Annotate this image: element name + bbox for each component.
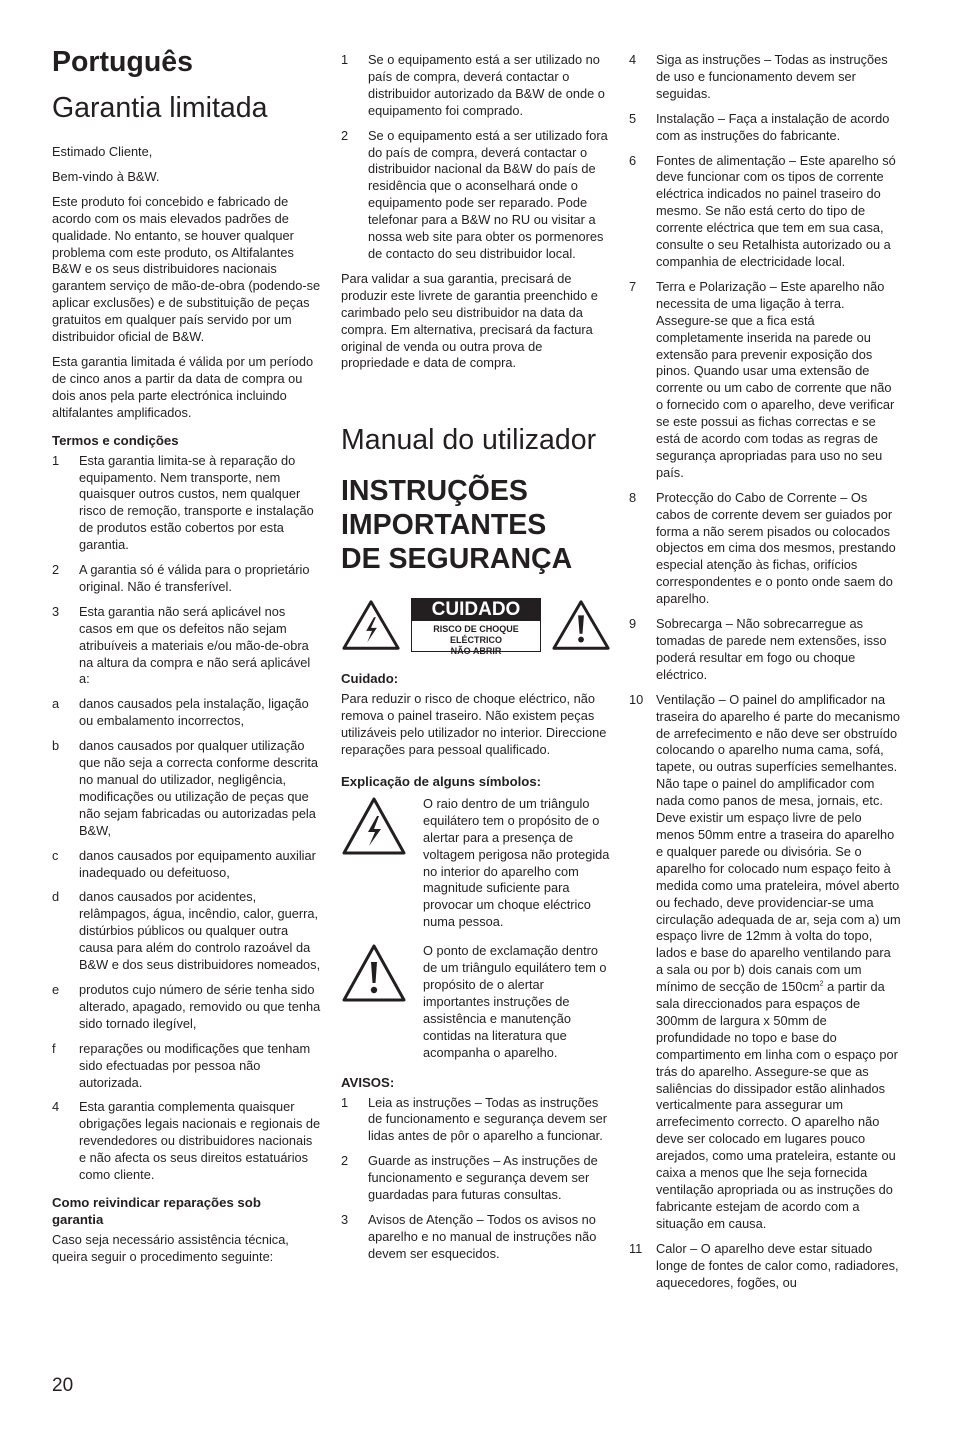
list-item: 6 Fontes de alimentação – Este aparelho só deve funcionar com os tipos de corrente eléctrica indicados no painel traseiro do mesmo. Se não está certo do tipo de corrente eléctrica que tem em sua casa, consulte o seu Retalhista autorizado ou a companhia de electricidade local.	[629, 152, 896, 269]
symbol-lightning-row	[341, 796, 611, 931]
claim-paragraph: Caso seja necessário assistência técnica, queira seguir o procedimento seguinte:	[52, 1231, 289, 1264]
caution-heading: Cuidado:	[341, 671, 399, 687]
validate-paragraph: Para validar a sua garantia, precisará de produzir este livrete de garantia preenchido e carimbado pelo seu distribuidor na data da compra. Em alternativa, precisará da factura original de venda ou outra prova de propriedade e data de compra.	[341, 270, 598, 371]
list-item: 9 Sobrecarga – Não sobrecarregue as tomadas de parede nem extensões, isso poderá resultar em fogo ou choque eléctrico.	[629, 616, 887, 682]
language-title: Português	[52, 46, 193, 78]
symbol-exclamation-text: O ponto de exclamação dentro de um triângulo equilátero tem o propósito de o alertar importantes instruções de assistência e manutenção contidas na literatura que acompanha o aparelho.	[423, 943, 607, 1060]
list-item: 4 Esta garantia complementa quaisquer obrigações legais nacionais e regionais de revendedores ou distribuidores nacionais e não afecta os seus direitos estatuários como cliente.	[52, 1099, 321, 1183]
list-item: 4 Siga as instruções – Todas as instruções de uso e funcionamento devem ser seguidas.	[629, 52, 888, 101]
claim-steps-list	[341, 52, 611, 263]
column-2	[341, 44, 611, 1271]
symbol-lightning-text: O raio dentro de um triângulo equilátero tem o propósito de o alertar para a presença de voltagem perigosa não protegida no interior do aparelho com magnitude suficiente para provocar um choque eléctrico numa pessoa.	[423, 795, 610, 930]
warranty-heading: Garantia limitada	[52, 92, 268, 124]
list-item: 2 Guarde as instruções – As instruções de funcionamento e segurança devem ser guardadas para futuras consultas.	[341, 1153, 598, 1203]
caution-paragraph: Para reduzir o risco de choque eléctrico, não remova o painel traseiro. Não existem peças utilizáveis pelo utilizador no interior. Direccione reparações para pessoal qualificado.	[341, 691, 607, 758]
column-3	[629, 44, 901, 1299]
page-number: 20	[52, 1375, 74, 1396]
list-item: a danos causados pela instalação, ligação ou embalamento incorrectos,	[52, 696, 309, 729]
list-item: b danos causados por qualquer utilização que não seja a correcta conforme descrita no manual do utilizador, negligência, modificações ou utilização de peças que não sejam fabricadas ou autorizadas pela B&W,	[52, 738, 319, 838]
caution-label-line-2: NÃO ABRIR	[450, 646, 502, 657]
list-item: f reparações ou modificações que tenham sido efectuadas por pessoa não autorizada.	[52, 1040, 311, 1090]
warranty-period-paragraph: Esta garantia limitada é válida por um período de cinco anos a partir da data de compra ou dois anos pela parte electrónica incluindo altifalantes amplificados.	[52, 353, 314, 420]
list-item: 8 Protecção do Cabo de Corrente – Os cabos de corrente devem ser guiados por forma a não serem pisados ou colocados objectos em cima dos mesmos, prestando especial atenção às fichas, orifícios correspondentes e o ponto onde saem do aparelho.	[629, 489, 896, 607]
column-1	[52, 44, 322, 1266]
exclamation-warning-icon	[551, 598, 611, 652]
caution-label	[411, 598, 541, 657]
list-item: 11 Calor – O aparelho deve estar situado longe de fontes de calor como, radiadores, aquecedores, fogões, ou	[629, 1240, 899, 1290]
symbols-heading: Explicação de alguns símbolos:	[341, 773, 542, 789]
caution-label-line-1: RISCO DE CHOQUE ELÉCTRICO	[433, 624, 519, 646]
list-item: 3 Esta garantia não será aplicável nos casos em que os defeitos não sejam atribuíveis a materiais e/ou mão-de-obra na altura da compra e não será aplicável a:	[52, 603, 311, 687]
caution-banner	[341, 598, 611, 657]
safety-list	[629, 52, 901, 1291]
exclamation-warning-icon	[341, 943, 407, 1003]
greeting-2: Bem-vindo à B&W.	[52, 168, 160, 184]
greeting-1: Estimado Cliente,	[52, 144, 153, 159]
list-item: 1 Leia as instruções – Todas as instruções de funcionamento e segurança devem ser lidas antes de pôr o aparelho a funcionar.	[341, 1094, 608, 1144]
lightning-warning-icon	[341, 796, 407, 856]
manual-heading: Manual do utilizador	[341, 424, 597, 457]
terms-heading: Termos e condições	[52, 432, 179, 448]
list-item: 10 Ventilação – O painel do amplificador na traseira do aparelho é parte do mecanismo de arrefecimento e não deve ser obstruído colocando o aparelho numa cama, sofá, tapete, ou outras superfícies semelhantes. Não tape o painel do amplificador com nada como panos de mesa, jornais, etc. Deve existir um espaço livre de pelo menos 50mm entre a traseira do aparelho e qualquer parede ou divisória. Se o aparelho for colocado num espaço feito à medida como uma prateleira, móvel aberto ou fechado, deve providenciar-se uma circulação adequada de ar, seja com a) um espaço livre de 12mm à volta do topo, lados e base do aparelho ventilando para a sala ou por b) dois canais com um mínimo de secção de $150cm^2$ a partir da sala direccionados para espaços de 300mm de largura x 50mm de profundidade no topo e base do compartimento em linha com o espaço por trás do aparelho. Assegure-se que as saliências do dissipador estão alinhados verticalmente para assegurar um arrefecimento correcto. O aparelho não deve ser colocado em lugares pouco arejados, como uma prateleira, estante ou caixa a menos que lhe seja fornecida ventilação apropriada ou as instruções do fabricante estejam de acordo com a situação em causa.	[629, 691, 901, 1231]
list-item: 1 Se o equipamento está a ser utilizado no país de compra, deverá contactar o distribuidor autorizado da B&W de onde o equipamento foi comprado.	[341, 52, 605, 118]
warnings-list	[341, 1095, 611, 1263]
intro-paragraph: Este produto foi concebido e fabricado de acordo com os mais elevados padrões de qualidade. No entanto, se houver qualquer problema com este produto, os Altifalantes B&W e os seus distribuidores nacionais garantem serviço de mão-de-obra (podendo-se aplicar exclusões) e de substituição de peças gratuitos em qualquer país servido por um distribuidor oficial de B&W.	[52, 193, 321, 345]
list-item: 2 A garantia só é válida para o proprietário original. Não é transferível.	[52, 562, 310, 594]
list-item: 5 Instalação – Faça a instalação de acordo com as instruções do fabricante.	[629, 110, 890, 143]
list-item: 2 Se o equipamento está a ser utilizado fora do país de compra, deverá contactar o distribuidor nacional da B&W do país de residência que o aconselhará onde o equipamento pode ser reparado. Pode telefonar para a B&W no RU ou visitar a nossa web site para obter os pormenores de contacto do seu distribuidor local.	[341, 127, 608, 261]
caution-label-title: CUIDADO	[412, 599, 540, 621]
list-item: 1 Esta garantia limita-se à reparação do equipamento. Nem transporte, nem quaisquer outros custos, nem qualquer risco de remoção, transporte e instalação de produtos estão cobertos por esta garantia.	[52, 452, 314, 553]
claim-heading: Como reivindicar reparações sob garantia	[52, 1194, 261, 1227]
symbol-exclamation-row	[341, 943, 611, 1061]
list-item: c danos causados por equipamento auxiliar inadequado ou defeituoso,	[52, 847, 316, 880]
list-item: d danos causados por acidentes, relâmpagos, água, incêndio, calor, guerra, distúrbios públicos ou qualquer outra causa para além do controlo razoável da B&W e dos seus distribuidores nomeados,	[52, 889, 321, 973]
lightning-warning-icon	[341, 598, 401, 652]
list-item: e produtos cujo número de série tenha sido alterado, apagado, removido ou que tenha sido tornado ilegível,	[52, 981, 321, 1031]
terms-list	[52, 453, 322, 1184]
warnings-heading: AVISOS:	[341, 1074, 395, 1090]
safety-heading: INSTRUÇÕES IMPORTANTES DE SEGURANÇA	[341, 475, 573, 576]
list-item: 7 Terra e Polarização – Este aparelho não necessita de uma ligação à terra. Assegure-se que a fica está completamente inserida na parede ou extensão para prevenir exposição dos pinos. Quando usar uma extensão de corrente ou um cabo de corrente que não o fornecido com o aparelho, deve verificar se este possui as fichas correctas e se está de acordo com todas as regras de segurança apropriadas para uso no seu país.	[629, 278, 895, 480]
list-item: 3 Avisos de Atenção – Todos os avisos no aparelho e no manual de instruções não devem ser esquecidos.	[341, 1211, 597, 1261]
